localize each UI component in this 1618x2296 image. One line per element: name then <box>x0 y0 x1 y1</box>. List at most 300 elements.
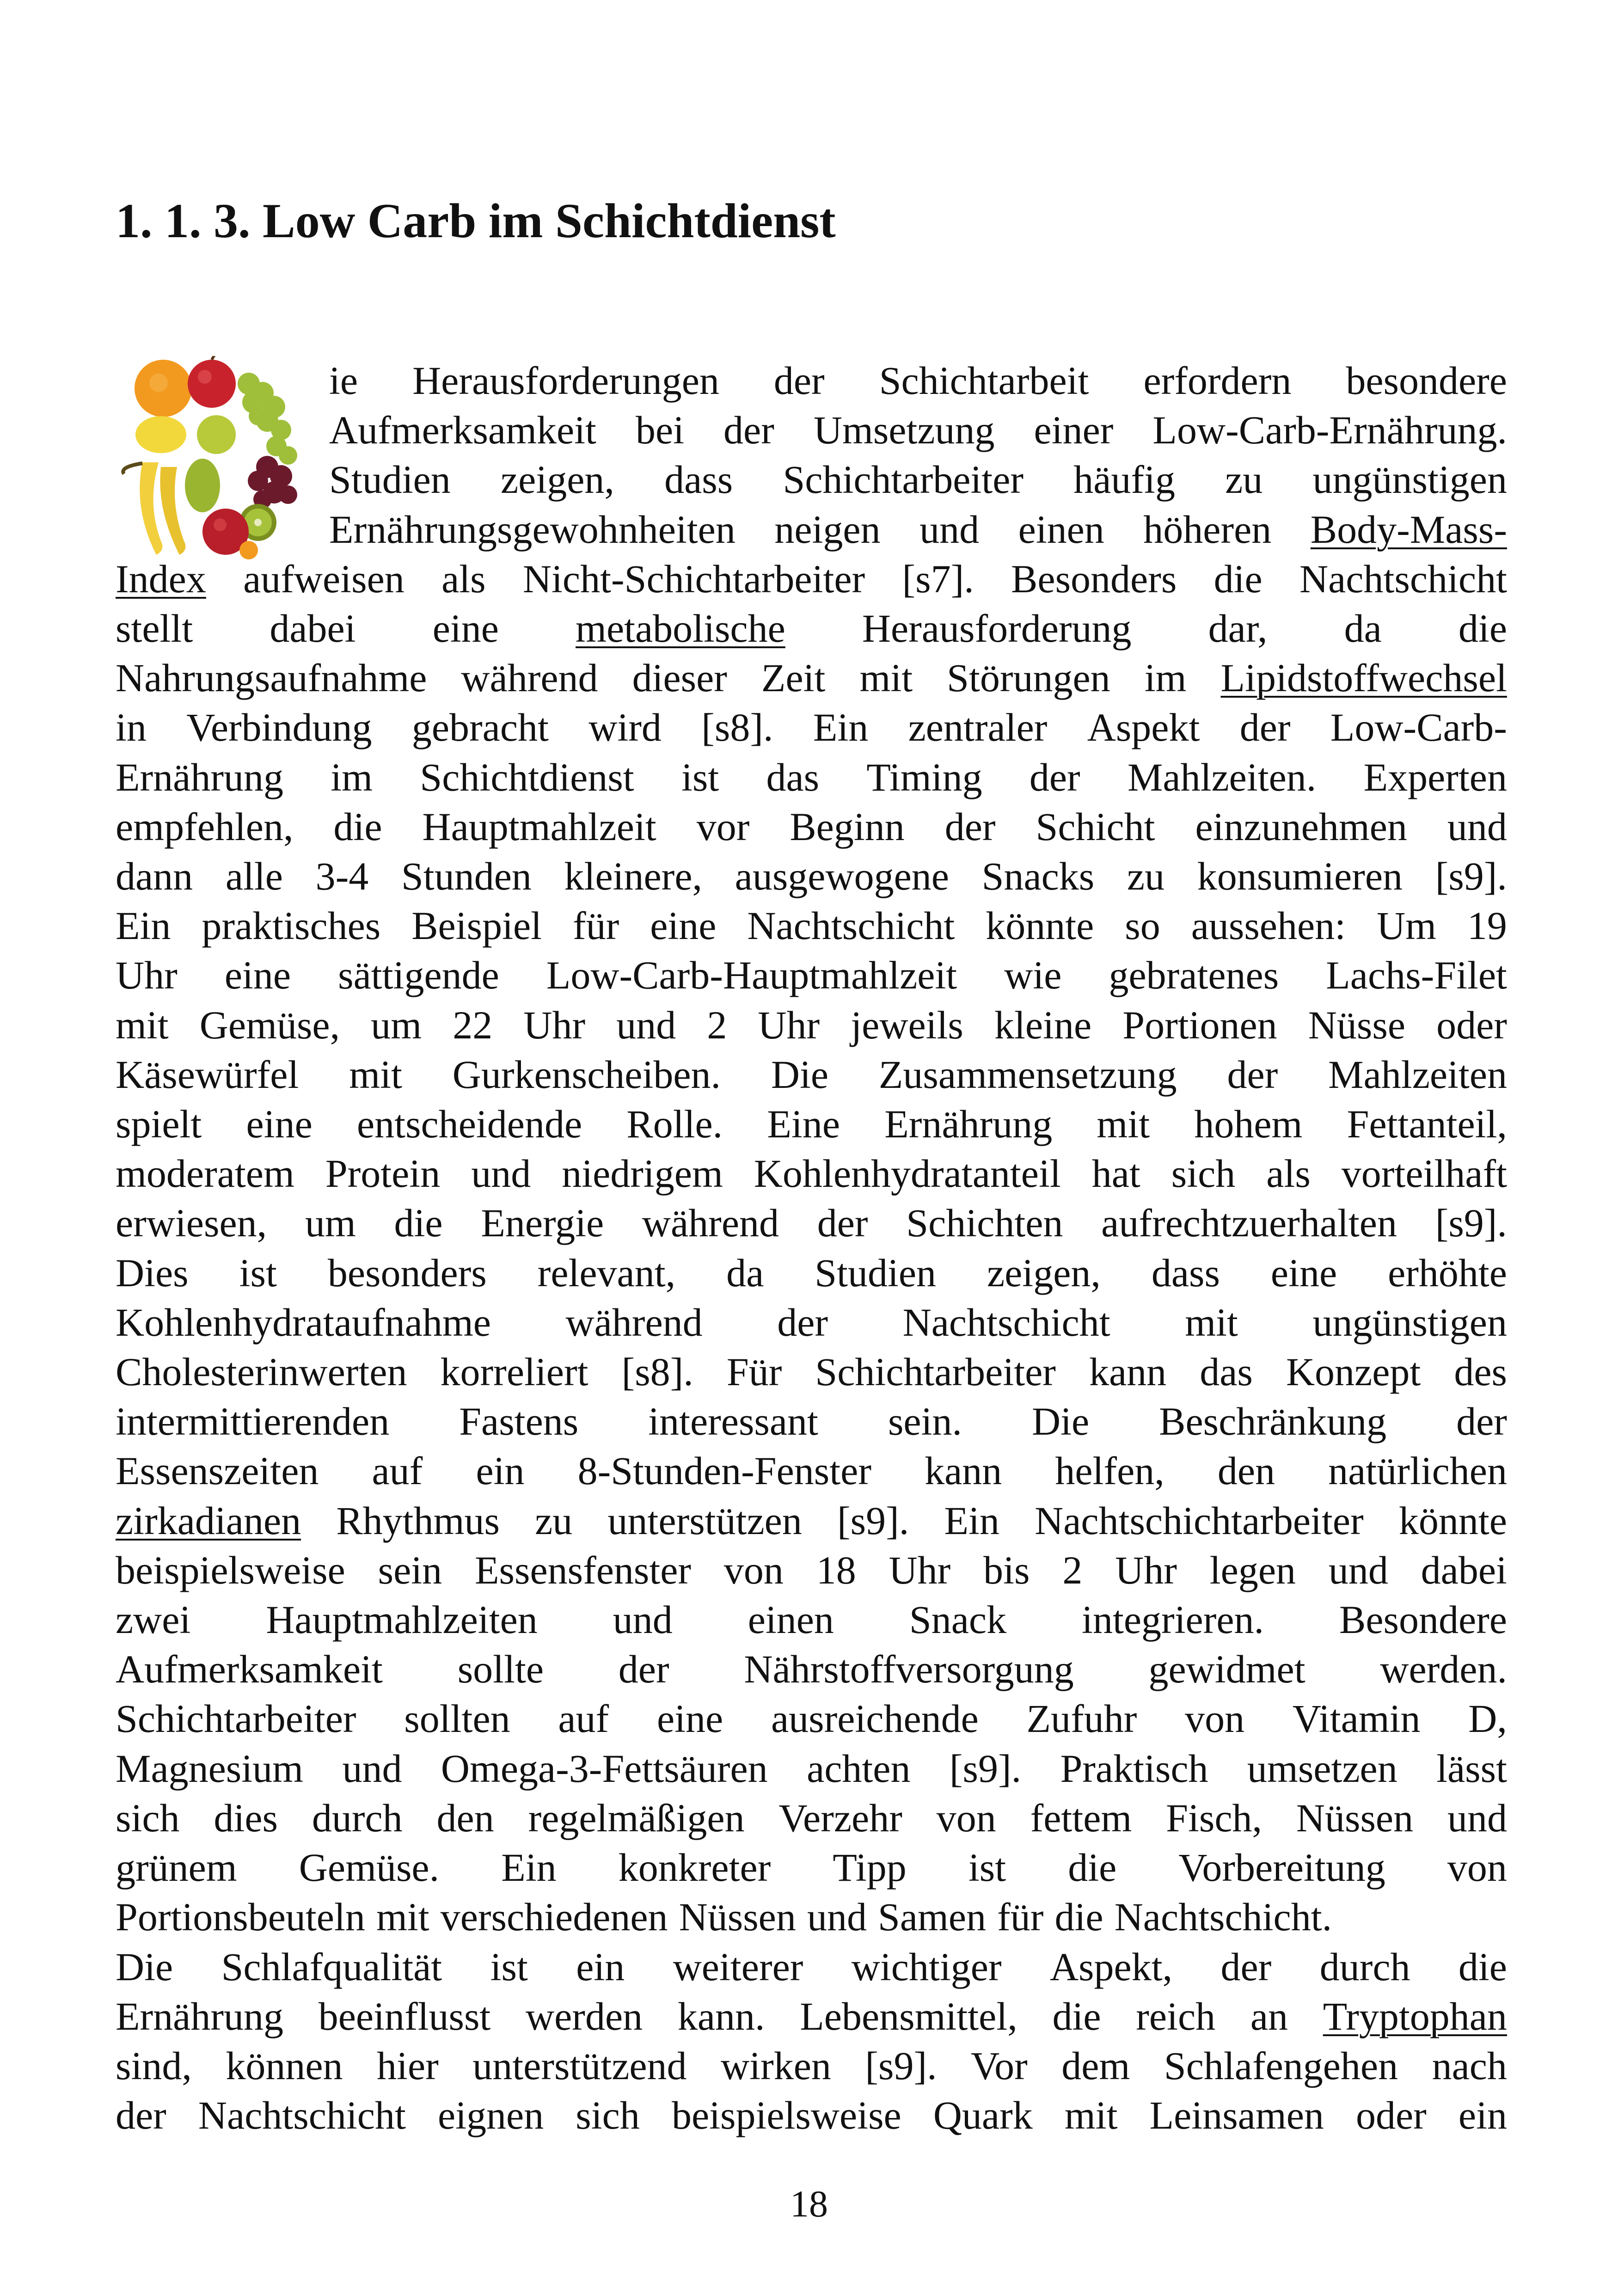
word: grünem <box>116 1845 237 1890</box>
word: Ein <box>501 1845 557 1890</box>
word: Nachtschicht <box>902 1300 1110 1344</box>
word: mit <box>376 1895 429 1940</box>
word: kann <box>925 1449 1002 1493</box>
word: und <box>1447 804 1507 849</box>
word: Stunden <box>401 854 532 899</box>
word: der <box>1029 755 1080 799</box>
word: durch <box>1319 1944 1410 1989</box>
word: [s9]. <box>949 1746 1022 1791</box>
word: Lachs-Filet <box>1326 953 1507 998</box>
word: alle <box>225 854 283 899</box>
word: aufweisen <box>243 556 404 601</box>
word: höheren <box>1143 507 1272 552</box>
word: Gurkenscheiben. <box>452 1052 721 1097</box>
word: jeweils <box>851 1002 963 1047</box>
word: um <box>371 1002 422 1047</box>
word: während <box>565 1300 703 1344</box>
word: Samen <box>878 1895 987 1940</box>
word: als <box>441 556 486 601</box>
word: von <box>936 1795 996 1840</box>
word: mit <box>1185 1300 1238 1344</box>
word: von <box>1185 1696 1245 1741</box>
word: Mahlzeiten. <box>1127 755 1317 799</box>
word: gebratenes <box>1109 953 1279 998</box>
word: unterstützend <box>472 2043 687 2088</box>
word: Fettanteil, <box>1347 1102 1507 1147</box>
word: Ernährung <box>884 1102 1053 1147</box>
text-line <box>116 604 1507 653</box>
word: kann. <box>677 1994 765 2038</box>
word: zeigen, <box>987 1250 1101 1295</box>
word: sein <box>378 1547 442 1592</box>
word: Nachtschicht <box>198 2093 406 2138</box>
word: beispielsweise <box>116 1547 345 1592</box>
word: Quark <box>933 2093 1033 2138</box>
word: der <box>1227 1052 1278 1097</box>
text-line <box>116 505 1507 554</box>
word: zwei <box>116 1597 191 1642</box>
word: Zufuhr <box>1026 1696 1137 1741</box>
word: ungünstigen <box>1312 1300 1507 1344</box>
word: 8-Stunden-Fenster <box>577 1449 871 1493</box>
text-line <box>116 455 1507 504</box>
word: Essenszeiten <box>116 1449 319 1493</box>
word: wirken <box>721 2043 831 2088</box>
word: zeigen, <box>501 457 614 502</box>
word: da <box>1344 606 1382 651</box>
text-line <box>116 1446 1507 1496</box>
word: der <box>1220 1944 1272 1989</box>
word: und <box>616 1002 676 1047</box>
word: 22 <box>453 1002 493 1047</box>
word: ist <box>681 755 719 799</box>
word: den <box>1217 1449 1275 1493</box>
word: Nüssen <box>1296 1795 1414 1840</box>
word: 3-4 <box>315 854 369 899</box>
word: ein <box>1458 2093 1507 2138</box>
word: [s9]. <box>837 1498 909 1543</box>
word: aufrechtzuerhalten <box>1101 1201 1397 1246</box>
word: ein <box>576 1944 625 1989</box>
word: Omega-3-Fettsäuren <box>441 1746 768 1791</box>
word: sich <box>116 1795 180 1840</box>
word: Snack <box>909 1597 1007 1642</box>
word: der <box>817 1201 868 1246</box>
word: 2 <box>707 1002 727 1047</box>
word: eine <box>1270 1250 1337 1295</box>
word: aussehen: <box>1191 903 1346 948</box>
text-line <box>116 1248 1507 1298</box>
word: ausgewogene <box>735 854 949 899</box>
word: vor <box>696 804 750 849</box>
word: des <box>1454 1350 1507 1394</box>
word: beispielsweise <box>671 2093 901 2138</box>
word: Vor <box>971 2043 1028 2088</box>
word: ist <box>968 1845 1006 1890</box>
word: der <box>773 358 825 403</box>
word: dass <box>1151 1250 1220 1295</box>
word: das <box>1200 1350 1253 1394</box>
word: konkreter <box>618 1845 771 1890</box>
word: Hauptmahlzeiten <box>266 1597 538 1642</box>
word: Störungen <box>947 656 1110 700</box>
word: Zusammensetzung <box>878 1052 1177 1097</box>
text-line <box>116 1198 1507 1248</box>
word: Dies <box>116 1250 189 1295</box>
word: den <box>436 1795 494 1840</box>
word: Verzehr <box>778 1795 902 1840</box>
word: Für <box>726 1350 782 1394</box>
word: Besondere <box>1339 1597 1507 1642</box>
word: Portionen <box>1122 1002 1277 1047</box>
word: korreliert <box>440 1350 588 1394</box>
word: der <box>1239 705 1291 750</box>
word: dabei <box>270 606 356 651</box>
word: die <box>1458 606 1507 651</box>
word: dieser <box>632 656 727 700</box>
word: Ernährungsgewohnheiten <box>329 507 735 552</box>
word: Hauptmahlzeit <box>422 804 656 849</box>
word: und <box>1447 1795 1507 1840</box>
word: legen <box>1209 1547 1296 1592</box>
word: erwiesen, <box>116 1201 267 1246</box>
text-line <box>116 653 1507 703</box>
word: als <box>1266 1151 1311 1196</box>
word: helfen, <box>1055 1449 1164 1493</box>
word: Schichtarbeiter <box>116 1696 356 1741</box>
text-line <box>116 901 1507 951</box>
word: regelmäßigen <box>528 1795 745 1840</box>
word: mit <box>859 656 913 700</box>
text-line <box>116 1347 1507 1397</box>
word: Fisch, <box>1166 1795 1263 1840</box>
word: Schichtarbeit <box>879 358 1089 403</box>
word: Cholesterinwerten <box>116 1350 407 1394</box>
word: Konzept <box>1286 1350 1421 1394</box>
word: der <box>723 408 774 453</box>
word: durch <box>312 1795 403 1840</box>
word: hat <box>1091 1151 1140 1196</box>
text-line <box>116 1892 1507 1942</box>
word: Rhythmus <box>336 1498 500 1543</box>
word: empfehlen, <box>116 804 294 849</box>
word: die <box>1068 1845 1117 1890</box>
glossary-link[interactable]: Body-Mass- <box>1310 507 1507 552</box>
word: Protein <box>325 1151 441 1196</box>
text-line <box>116 1397 1507 1446</box>
word: Studien <box>815 1250 937 1295</box>
word: Nährstoffversorgung <box>744 1647 1074 1692</box>
word: gewidmet <box>1148 1647 1305 1692</box>
word: auf <box>558 1696 609 1741</box>
word: dar, <box>1208 606 1268 651</box>
word: bei <box>635 408 685 453</box>
word: dies <box>214 1795 278 1840</box>
word: hier <box>377 2043 439 2088</box>
text-line <box>116 1992 1507 2041</box>
word: in <box>116 705 147 750</box>
word: Zeit <box>761 656 826 700</box>
text-line <box>116 356 1507 405</box>
word: sollten <box>404 1696 510 1741</box>
word: Tipp <box>833 1845 907 1890</box>
text-line <box>116 951 1507 1000</box>
word: Schichtarbeiter <box>815 1350 1056 1394</box>
word: Low-Carb-Hauptmahlzeit <box>546 953 957 998</box>
text-line <box>116 1001 1507 1050</box>
word: Nüssen <box>679 1895 796 1940</box>
word: Timing <box>866 755 982 799</box>
word: im <box>1144 656 1187 700</box>
word: weiterer <box>673 1944 803 1989</box>
word: ausreichende <box>771 1696 979 1741</box>
word: eine <box>246 1102 313 1147</box>
word: Nicht-Schichtarbeiter <box>522 556 865 601</box>
word: ist <box>490 1944 528 1989</box>
word: zu <box>1127 854 1165 899</box>
word: einen <box>748 1597 834 1642</box>
word: Aufmerksamkeit <box>329 408 596 453</box>
word: sich <box>1171 1151 1236 1196</box>
word: entscheidende <box>357 1102 582 1147</box>
word: ie <box>329 358 358 403</box>
word: natürlichen <box>1328 1449 1507 1493</box>
word: 19 <box>1467 903 1507 948</box>
glossary-link[interactable]: zirkadianen <box>116 1498 301 1543</box>
word: sättigende <box>338 953 499 998</box>
word: kleinere, <box>564 854 702 899</box>
word: Nahrungsaufnahme <box>116 656 427 700</box>
word: erhöhte <box>1388 1250 1507 1295</box>
text-line <box>116 1942 1507 1992</box>
word: zu <box>535 1498 573 1543</box>
word: sollte <box>457 1647 544 1692</box>
word: werden <box>526 1994 643 2038</box>
word: Uhr <box>523 1002 586 1047</box>
text-line <box>116 1050 1507 1099</box>
word: Käsewürfel <box>116 1052 299 1097</box>
word: relevant, <box>537 1250 676 1295</box>
word: besonders <box>327 1250 487 1295</box>
word: Herausforderung <box>862 606 1132 651</box>
text-line <box>116 802 1507 852</box>
word: Magnesium <box>116 1746 304 1791</box>
word: Ein <box>944 1498 999 1543</box>
text-line <box>116 1595 1507 1645</box>
word: konsumieren <box>1197 854 1403 899</box>
word: achten <box>807 1746 911 1791</box>
word: Beginn <box>790 804 905 849</box>
word: Ein <box>813 705 869 750</box>
word: Schichten <box>906 1201 1063 1246</box>
word: Die <box>116 1944 173 1989</box>
word: Kohlenhydrataufnahme <box>116 1300 491 1344</box>
word: für <box>997 1895 1044 1940</box>
text-line <box>116 1546 1507 1595</box>
word: fettem <box>1030 1795 1132 1840</box>
word: werden. <box>1380 1647 1507 1692</box>
word: unterstützen <box>607 1498 802 1543</box>
word: interessant <box>648 1399 818 1444</box>
word: dem <box>1061 2043 1130 2088</box>
word: Beispiel <box>411 903 542 948</box>
word: der <box>777 1300 828 1344</box>
word: beeinflusst <box>318 1994 491 2038</box>
word: ist <box>239 1250 277 1295</box>
word: einzunehmen <box>1195 804 1407 849</box>
word: erfordern <box>1143 358 1292 403</box>
text-line <box>116 852 1507 901</box>
word: Um <box>1376 903 1436 948</box>
word: Gemüse, <box>199 1002 340 1047</box>
word: Praktisch <box>1060 1746 1208 1791</box>
word: Ernährung <box>116 1994 283 2038</box>
word: 18 <box>816 1547 856 1592</box>
word: wichtiger <box>851 1944 1002 1989</box>
word: auf <box>372 1449 423 1493</box>
word: sein. <box>888 1399 962 1444</box>
word: Lebensmittel, <box>800 1994 1017 2038</box>
word: Nachtschicht <box>1299 556 1507 601</box>
word: können <box>226 2043 343 2088</box>
word: Energie <box>481 1201 604 1246</box>
word: die <box>1052 1994 1101 2038</box>
word: oder <box>1356 2093 1427 2138</box>
word: Umsetzung <box>813 408 995 453</box>
text-line <box>116 1149 1507 1198</box>
word: während <box>642 1201 779 1246</box>
word: praktisches <box>202 903 381 948</box>
word: im <box>331 755 373 799</box>
word: Schlafengehen <box>1164 2043 1398 2088</box>
word: wie <box>1004 953 1062 998</box>
word: Uhr <box>116 953 178 998</box>
word: da <box>726 1250 764 1295</box>
glossary-link[interactable]: Tryptophan <box>1323 1994 1507 2038</box>
word: einen <box>1018 507 1104 552</box>
word: [s8]. <box>621 1350 693 1394</box>
word: ungünstigen <box>1312 457 1507 502</box>
text-line <box>116 1694 1507 1743</box>
word: Gemüse. <box>299 1845 440 1890</box>
word: bis <box>983 1547 1030 1592</box>
word: 2 <box>1062 1547 1083 1592</box>
word: Nachtschichtarbeiter <box>1035 1498 1364 1543</box>
word: Vitamin <box>1292 1696 1421 1741</box>
text-line <box>116 703 1507 752</box>
word: Die <box>771 1052 829 1097</box>
word: niedrigem <box>562 1151 723 1196</box>
word: [s9]. <box>1435 1201 1507 1246</box>
word: ein <box>476 1449 525 1493</box>
word: integrieren. <box>1082 1597 1264 1642</box>
word: einer <box>1034 408 1114 453</box>
word: besondere <box>1346 358 1507 403</box>
word: an <box>1250 1994 1288 2038</box>
glossary-link[interactable]: Index <box>116 556 206 601</box>
word: könnte <box>1398 1498 1507 1543</box>
word: Verbindung <box>186 705 372 750</box>
word: dann <box>116 854 193 899</box>
word: und <box>342 1746 402 1791</box>
glossary-link[interactable]: Lipidstoffwechsel <box>1220 656 1507 700</box>
word: moderatem <box>116 1151 294 1196</box>
text-line <box>116 405 1507 455</box>
word: stellt <box>116 606 193 651</box>
word: umsetzen <box>1247 1746 1397 1791</box>
word: Ein <box>116 903 171 948</box>
word: Vorbereitung <box>1178 1845 1385 1890</box>
word: der <box>116 2093 166 2138</box>
word: Essensfenster <box>474 1547 692 1592</box>
word: Kohlenhydratanteil <box>754 1151 1061 1196</box>
word: Besonders <box>1011 556 1177 601</box>
word: lässt <box>1436 1746 1507 1791</box>
word: der <box>1456 1399 1507 1444</box>
word: Low-Carb-Ernährung. <box>1152 408 1507 453</box>
word: [s9]. <box>1435 854 1507 899</box>
word: eignen <box>437 2093 544 2138</box>
word: könnte <box>986 903 1094 948</box>
word: zu <box>1225 457 1263 502</box>
word: verschiedenen <box>440 1895 668 1940</box>
glossary-link[interactable]: metabolische <box>576 606 785 651</box>
word: kleine <box>994 1002 1092 1047</box>
page-number: 18 <box>790 2183 828 2225</box>
word: Schlafqualität <box>221 1944 442 1989</box>
word: die <box>394 1201 443 1246</box>
article-body <box>116 356 1507 2140</box>
word: intermittierenden <box>116 1399 390 1444</box>
word: Snacks <box>981 854 1095 899</box>
word: und <box>613 1597 673 1642</box>
word: der <box>944 804 996 849</box>
word: und <box>471 1151 531 1196</box>
text-line <box>116 1744 1507 1793</box>
word: die <box>1054 1895 1103 1940</box>
text-line <box>116 1645 1507 1694</box>
word: [s8]. <box>701 705 773 750</box>
word: Leinsamen <box>1149 2093 1324 2138</box>
word: hohem <box>1194 1102 1303 1147</box>
word: nach <box>1432 2043 1507 2088</box>
word: dabei <box>1421 1547 1507 1592</box>
word: von <box>723 1547 784 1592</box>
word: Aufmerksamkeit <box>116 1647 383 1692</box>
word: so <box>1125 903 1160 948</box>
word: reich <box>1136 1994 1216 2038</box>
word: und <box>807 1895 867 1940</box>
word: mit <box>349 1052 402 1097</box>
word: Mahlzeiten <box>1328 1052 1507 1097</box>
word: häufig <box>1073 457 1175 502</box>
text-line <box>116 554 1507 604</box>
word: sich <box>576 2093 640 2138</box>
text-line <box>116 1298 1507 1347</box>
word: Schichtarbeiter <box>783 457 1024 502</box>
word: Low-Carb- <box>1330 705 1507 750</box>
word: neigen <box>774 507 881 552</box>
word: dass <box>664 457 733 502</box>
word: der <box>618 1647 669 1692</box>
word: Uhr <box>1115 1547 1177 1592</box>
word: Herausforderungen <box>412 358 719 403</box>
word: während <box>461 656 598 700</box>
word: Experten <box>1363 755 1507 799</box>
word: oder <box>1436 1002 1507 1047</box>
word: Eine <box>767 1102 840 1147</box>
text-line <box>116 1793 1507 1843</box>
